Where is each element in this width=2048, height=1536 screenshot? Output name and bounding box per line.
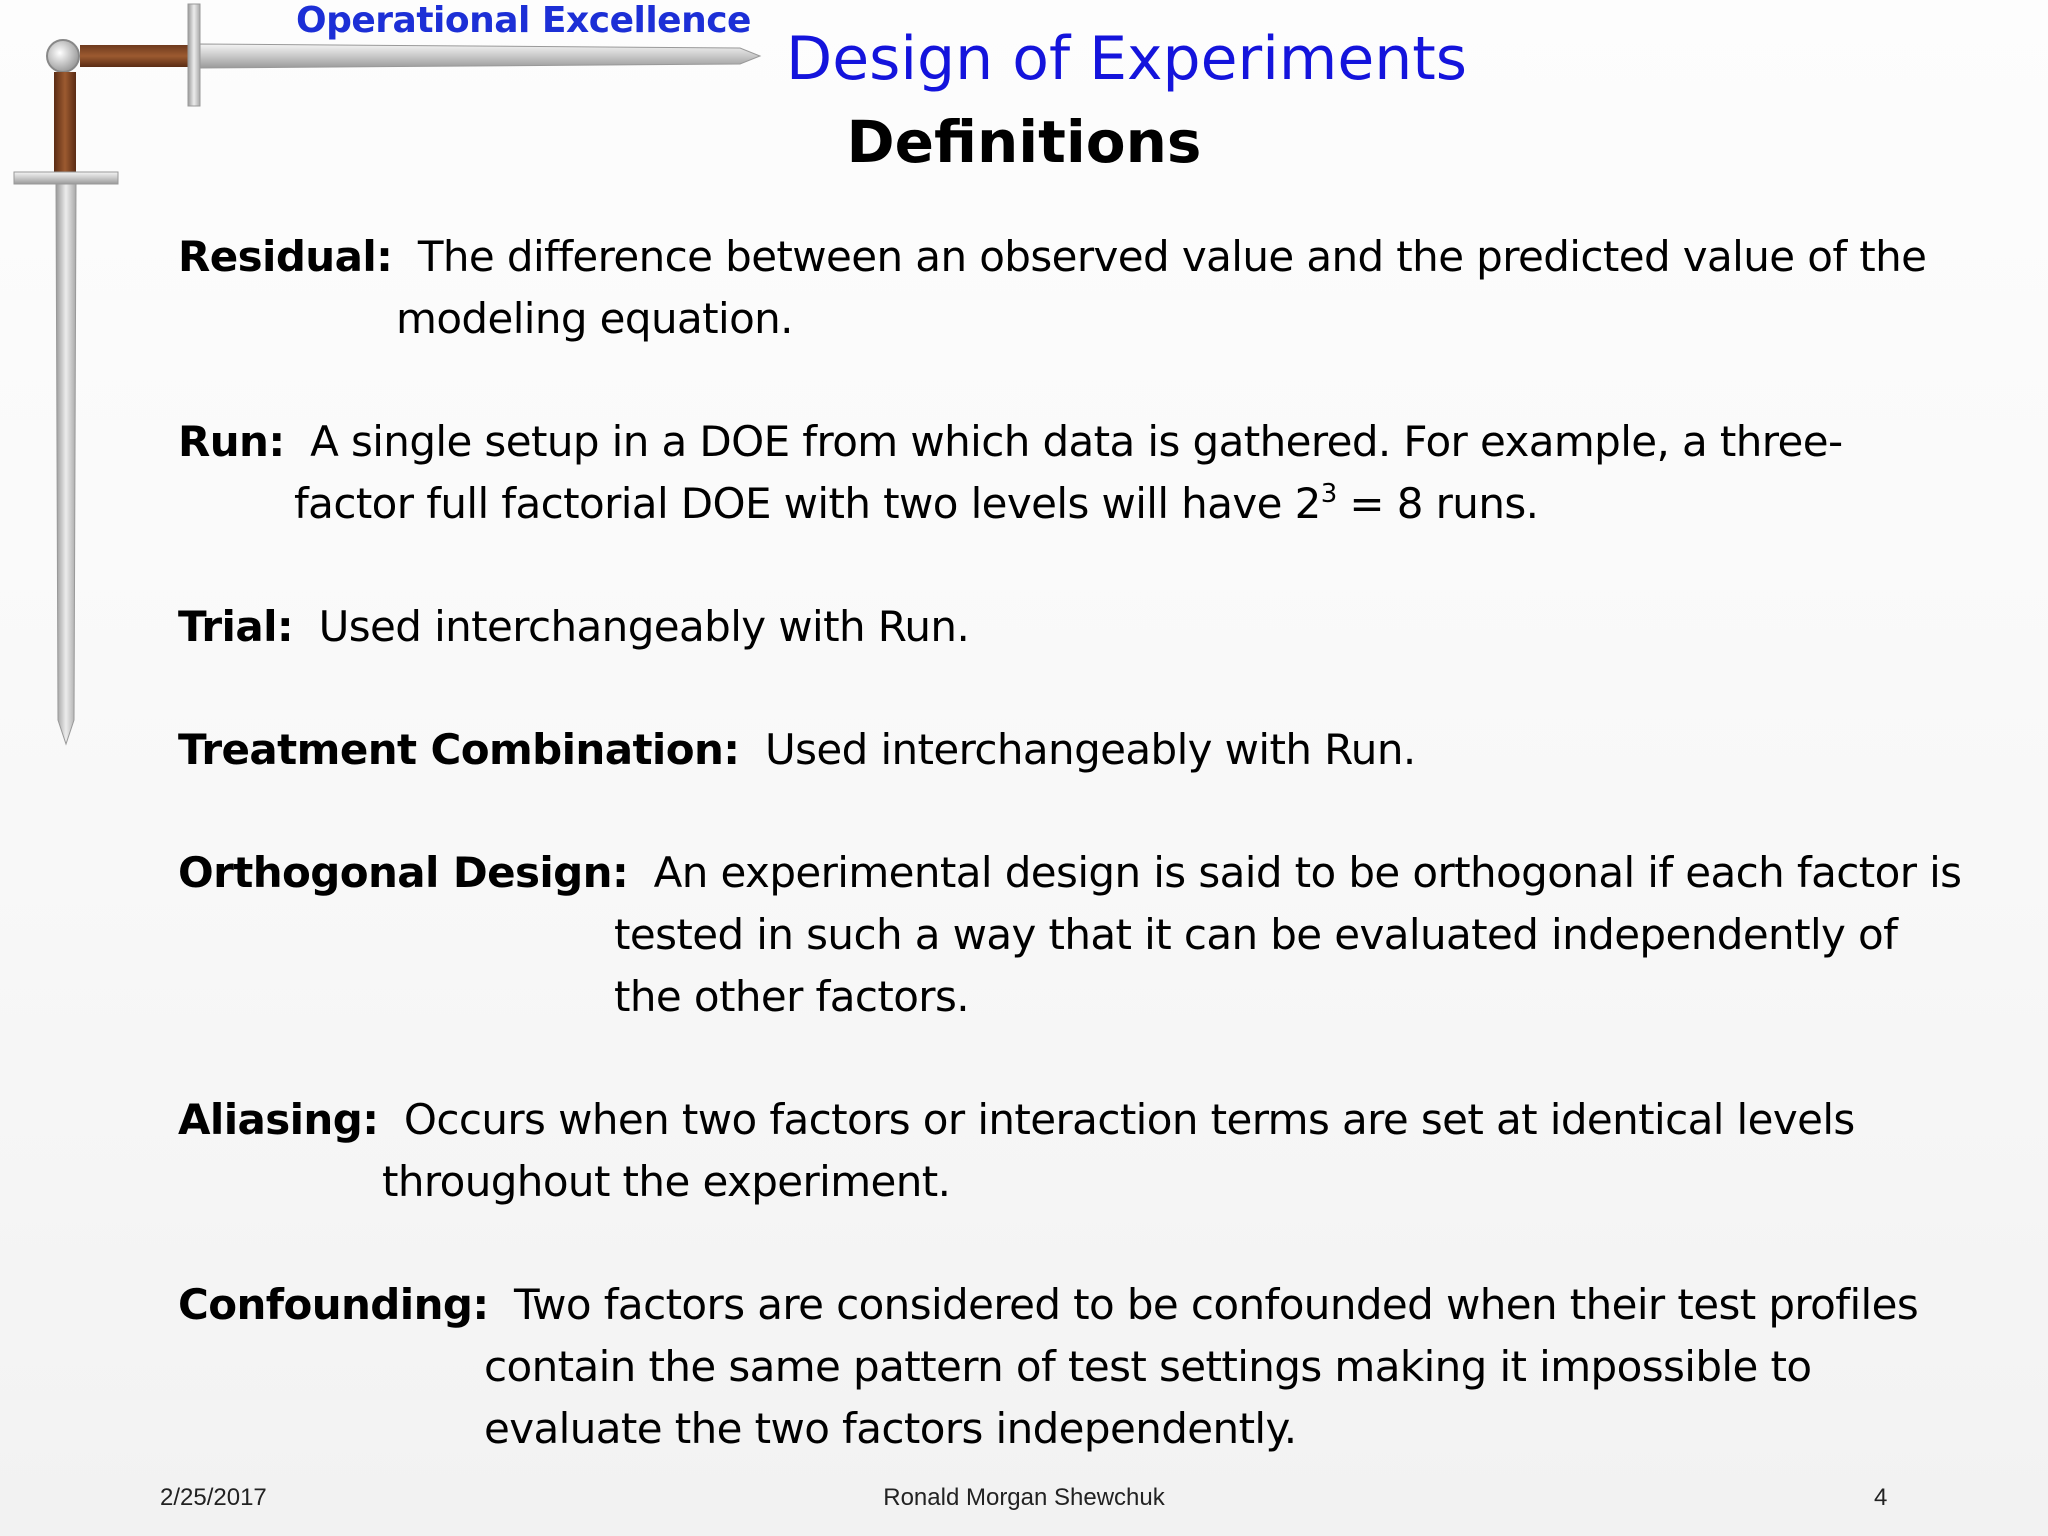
definition-text: A single setup in a DOE from which data is gathered. For example, a three- (310, 417, 1843, 466)
definition-treatment-combination (178, 719, 1978, 781)
definition-text: throughout the experiment. (382, 1157, 951, 1206)
definition-text: The difference between an observed value and the predicted value of the (417, 232, 1927, 281)
definition-confounding (178, 1274, 1978, 1460)
definition-orthogonal-design (178, 842, 1978, 1028)
definition-term: Residual: (178, 232, 393, 281)
brand-label: Operational Excellence (296, 0, 751, 41)
definition-aliasing (178, 1089, 1978, 1213)
definition-text: An experimental design is said to be orthogonal if each factor is (653, 848, 1962, 897)
definition-text: tested in such a way that it can be evaluated independently of (614, 910, 1898, 959)
definition-text: Used interchangeably with Run. (318, 602, 970, 651)
definition-term: Confounding: (178, 1280, 489, 1329)
exponent: 3 (1320, 479, 1337, 509)
slide-subtitle: Definitions (846, 108, 1202, 176)
definition-term: Run: (178, 417, 285, 466)
definition-text: Occurs when two factors or interaction terms are set at identical levels (403, 1095, 1855, 1144)
definition-trial (178, 596, 1978, 658)
definition-term: Treatment Combination: (178, 725, 740, 774)
definition-text: evaluate the two factors independently. (484, 1404, 1297, 1453)
definition-text: modeling equation. (396, 294, 793, 343)
definition-residual (178, 226, 1978, 350)
footer-date: 2/25/2017 (160, 1484, 267, 1511)
page-number: 4 (1874, 1484, 1888, 1511)
definition-text: Used interchangeably with Run. (765, 725, 1416, 774)
definition-text: contain the same pattern of test settings making it impossible to (484, 1342, 1812, 1391)
definition-text: factor full factorial DOE with two levels will have 2 (294, 479, 1321, 528)
footer-author: Ronald Morgan Shewchuk (883, 1484, 1165, 1511)
definitions-list (178, 226, 1978, 1521)
definition-term: Orthogonal Design: (178, 848, 629, 897)
definition-text: the other factors. (614, 972, 969, 1021)
definition-term: Aliasing: (178, 1095, 379, 1144)
definition-text: Two factors are considered to be confounded when their test profiles (514, 1280, 1919, 1329)
definition-text: = 8 runs. (1336, 479, 1539, 528)
definition-run (178, 411, 1978, 535)
definition-term: Trial: (178, 602, 294, 651)
slide-title: Design of Experiments (786, 24, 1468, 94)
